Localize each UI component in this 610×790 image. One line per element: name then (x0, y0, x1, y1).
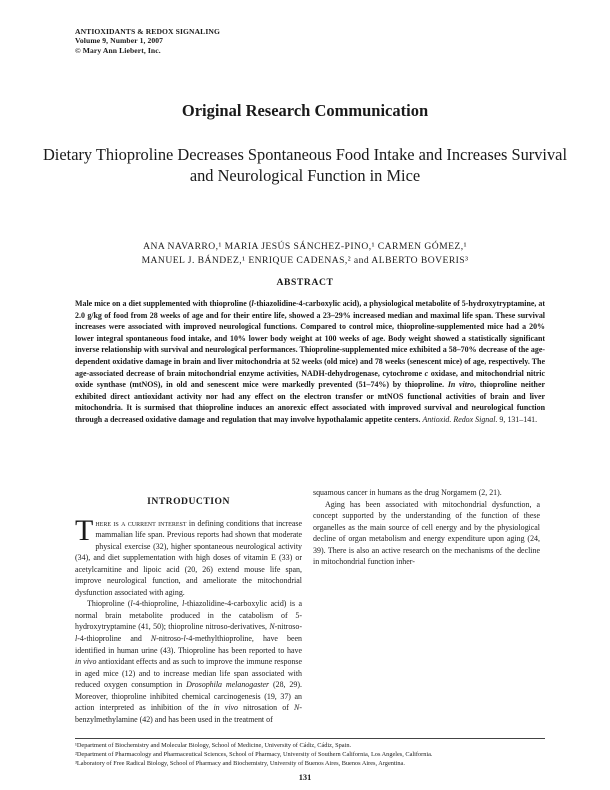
left-column (75, 496, 302, 725)
footnote-2: ²Department of Pharmacology and Pharmaceutical Sciences, School of Pharmacy, University of Southern California, Los Angeles, California. (75, 750, 433, 758)
right-column (313, 487, 540, 568)
footnote-divider (75, 738, 545, 739)
abstract-body (75, 298, 545, 426)
author-line-2: MANUEL J. BÁNDEZ,¹ ENRIQUE CADENAS,² and ALBERTO BOVERIS³ (141, 255, 469, 266)
affiliation-footnotes (75, 742, 545, 768)
abstract-text: Male mice on a diet supplemented with thioproline ( (75, 299, 252, 308)
abstract-text: , thioproline neither exhibited direct antioxidant activity nor had any effect on the electron transfer or mtNOS functional activities of brain and liver mitochondria. It is surmised that thioproline induces an anorexic effect associated with improved survival and neurological function through a decreased oxidative damage and regulation that may involve hypothalamic appetite centers. (75, 380, 545, 424)
author-list (40, 240, 570, 268)
journal-info (75, 27, 220, 55)
article-title: Dietary Thioproline Decreases Spontaneous Food Intake and Increases Survival and Neurological Function in Mice (42, 145, 568, 185)
author-line-1: ANA NAVARRO,¹ MARIA JESÚS SÁNCHEZ-PINO,¹ CARMEN GÓMEZ,¹ (143, 241, 467, 252)
footnote-1: ¹Department of Biochemistry and Molecular Biology, School of Medicine, University of Cádiz, Cádiz, Spain. (75, 742, 352, 749)
abstract-italic: In vitro (447, 380, 475, 390)
abstract-citation: 9, 131–141. (497, 414, 538, 424)
introduction-heading: INTRODUCTION (147, 496, 230, 507)
intro-paragraph-2-continued: squamous cancer in humans as the drug Norgamem (2, 21). (313, 488, 502, 497)
abstract-italic: c (424, 368, 429, 378)
intro-paragraph-1 (75, 513, 302, 599)
intro-text: in defining conditions that increase mammalian life span. Previous reports had shown that moderate physical exercise (32), higher spontaneous neurological activity (34), and diet supplementation with high doses of vitamin E (33) or acetylcarnitine and lipoic acid (20, 26) extend mouse life span, improve neurological function, and ameliorate the mitochondrial dysfunction associated with aging. (75, 518, 302, 597)
intro-paragraph-3: Aging has been associated with mitochondrial dysfunction, a concept supported by the understanding of the function of these organelles as the main source of cell energy and by the physiological decline of organ metabolism and energy expenditure upon aging (24, 39). There is also an active research on the mechanisms of the decline in mitochondrial function inher- (313, 499, 540, 567)
page-number: 131 (298, 773, 312, 782)
footnote-3: ³Laboratory of Free Radical Biology, School of Pharmacy and Biochemistry, University of Buenos Aires, Buenos Aires, Argentina. (75, 759, 405, 767)
intro-paragraph-2: Thioproline (l-4-thioproline, l-thiazolidine-4-carboxylic acid) is a normal brain metabolite produced in the catabolism of 5-hydroxytryptamine (41, 50); thioproline nitroso-derivatives, N-nitroso-l-4-thioproline and N-nitroso-l-4-methylthioproline, have been identified in human urine (43). Thioproline has been reported to have in vivo antioxidant effects and as such to improve the immune response in aged mice (12) and to increase median life span associated with reduced oxygen consumption in Drosophila melanogaster (28, 29). Moreover, thioproline inhibited chemical carcinogenesis (19, 37) an action interpreted as inhibition of the in vivo nitrosation of N-benzylmethylamine (42) and has been used in the treatment of (75, 599, 302, 724)
journal-volume: Volume 9, Number 1, 2007 (75, 36, 164, 46)
abstract-text: oxidase, and mitochondrial nitric oxide synthase (mtNOS), in old and senescent mice were markedly prevented (51–74%) by thioproline. (75, 368, 545, 390)
abstract-citation-journal: Antioxid. Redox Signal. (422, 414, 498, 424)
abstract-text: -thiazolidine-4-carboxylic acid), a physiological metabolite of 5-hydroxytryptamine, at 2.0 g/kg of food from 28 weeks of age and for their entire life, showed a 23–29% increased median and maximal life span. These survival increases were associated with improved neurological functions. Compared to control mice, thioproline-supplemented mice had a 20% lower integral spontaneous food intake, and 10% lower body weight at 100 weeks of age. Body weight showed a statistically significant inverse relationship with survival and neurological performances. Thioproline-supplemented mice exhibited a 58–70% decrease of the age-dependent oxidative damage in brain and liver mitochondria at 52 weeks (old mice) and 78 weeks (senescent mice) of age, respectively. The age-associated decrease of brain mitochondrial enzyme activities, NADH-dehydrogenase, cytochrome (75, 299, 545, 378)
abstract-heading: ABSTRACT (276, 277, 334, 288)
abstract-italic: l (251, 299, 254, 308)
intro-lead-in: here is a current interest (95, 518, 187, 528)
journal-copyright: © Mary Ann Liebert, Inc. (75, 45, 161, 55)
section-label: Original Research Communication (181, 101, 429, 120)
journal-name: ANTIOXIDANTS & REDOX SIGNALING (75, 27, 220, 36)
drop-cap: T (75, 513, 94, 547)
